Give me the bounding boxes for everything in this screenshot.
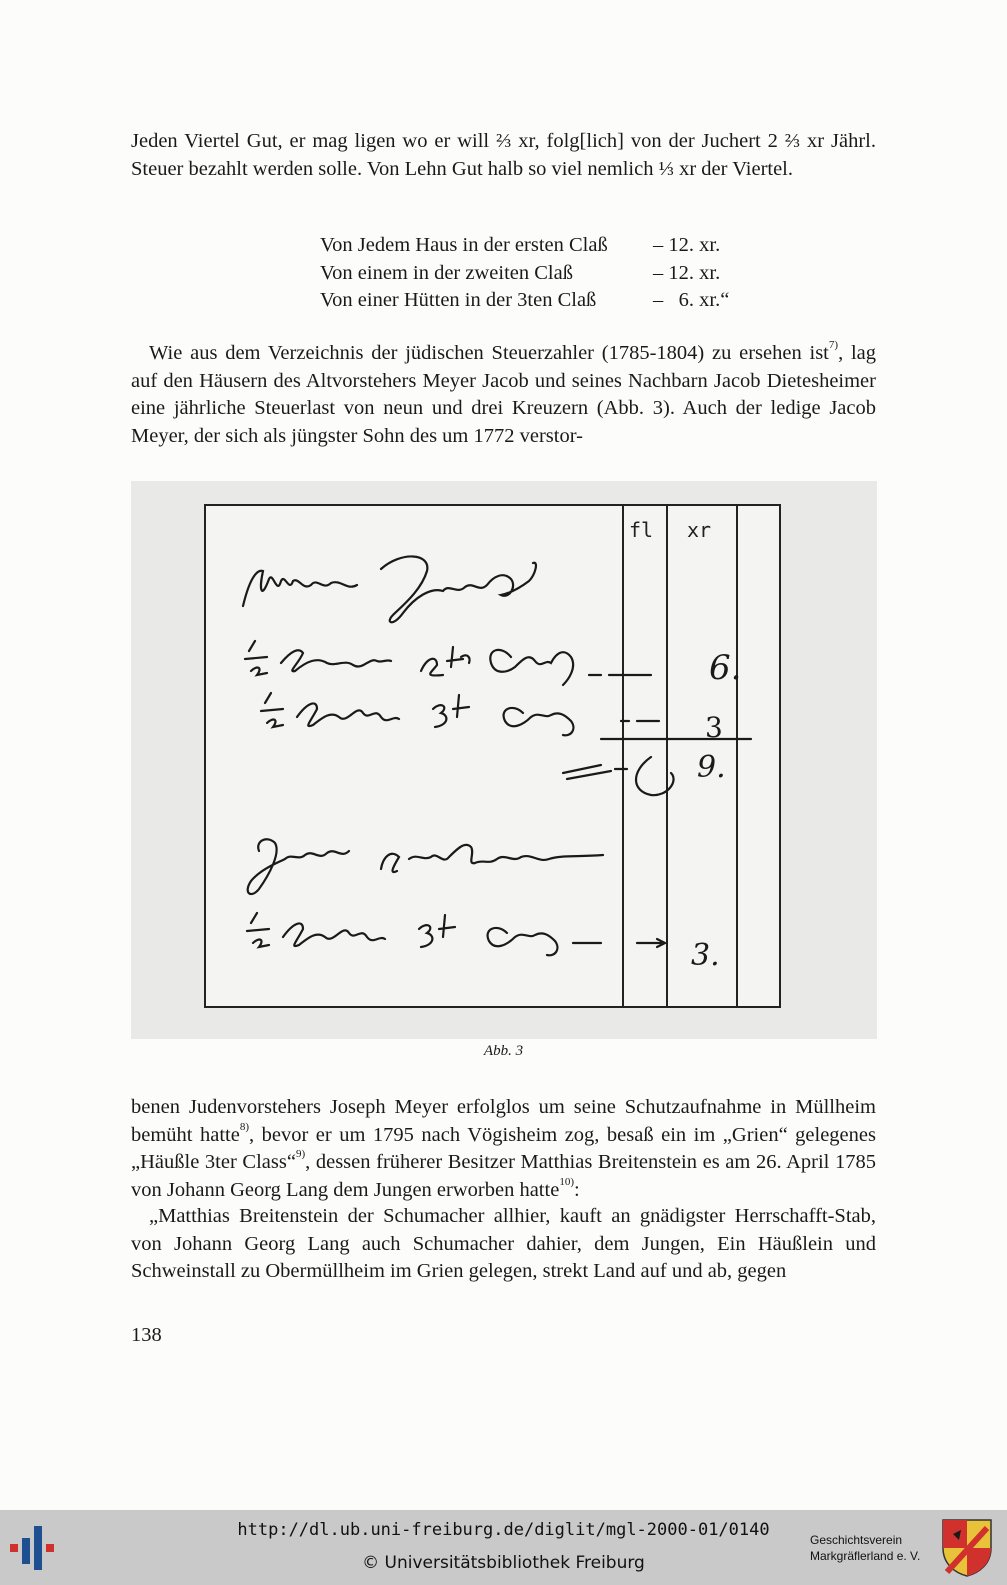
amount-3b: 3. [691,938,720,973]
footnote-ref[interactable]: 10) [559,1175,574,1188]
copyright-notice: © Universitätsbibliothek Freiburg [362,1553,645,1573]
column-header-fl: fl [629,518,654,542]
org-name-line: Geschichtsverein [810,1533,903,1547]
paragraph-4: „Matthias Breitenstein der Schumacher allhier, kauft an gnädigster Herrschafft-Stab, von Johann Georg Lang auch Schumacher dahier, dem Jungen, Ein Häußlein und Schweinstall zu Obermüllheim im Grien gelegen, strekt Land auf und ab, gegen [131,1205,876,1282]
tax-value: – 6. xr.“ [653,289,730,311]
figure-abb-3 [131,481,877,1039]
tax-value: – 12. xr. [653,261,721,284]
coat-of-arms-icon [941,1518,993,1578]
permalink-url[interactable]: http://dl.ub.uni-freiburg.de/diglit/mgl-2000-01/0140 [237,1520,770,1540]
footnote-ref[interactable]: 8) [239,1120,249,1133]
footnote-ref[interactable]: 7) [828,339,839,352]
amount-3: 3 [705,711,723,744]
handwritten-ledger-image [131,481,877,1039]
figure-caption: Abb. 3 [483,1043,524,1059]
page-number: 138 [131,1324,162,1346]
org-name-line: Markgräflerland e. V. [810,1549,921,1563]
footnote-ref[interactable]: 9) [295,1148,306,1161]
paragraph-1: Jeden Viertel Gut, er mag ligen wo er will ⅔ xr, folg[lich] von der Juchert 2 ⅔ xr Jährl. Steuer bezahlt werden solle. Von Lehn Gut halb so viel nemlich ⅓ xr der Viertel. [131,130,876,180]
column-header-xr: xr [687,518,712,542]
amount-6: 6. [709,648,742,688]
tax-label: Von einer Hütten in der 3ten Claß [320,289,597,311]
paragraph-2: Wie aus dem Verzeichnis der jüdischen Steuerzahler (1785-1804) zu ersehen ist$^{7)}$, lag auf den Häusern des Altvorstehers Meyer Jacob und seines Nachbarn Jacob Dietesheimer eine jährliche Steuerlast von neun und drei Kreuzern (Abb. 3). Auch der ledige Jacob Meyer, der sich als jüngster Sohn des um 1772 verstor- [131,339,877,447]
tax-label: Von Jedem Haus in der ersten Claß [320,234,608,256]
footer-bar [0,1510,1007,1585]
tax-value: – 12. xr. [653,234,721,256]
amount-sum-9: 9. [697,750,726,785]
tax-row [320,260,729,288]
tax-label: Von einem in der zweiten Claß [320,261,573,284]
tax-row [320,232,729,260]
paragraph-3: benen Judenvorstehers Joseph Meyer erfolglos um seine Schutzaufnahme in Müllheim bemüht hatte$^{8)}$, bevor er um 1795 nach Vögisheim zog, besaß ein im „Grien“ gelegenes „Häußle 3ter Class“$^{9)}$, dessen früherer Besitzer Matthias Breitenstein es am 26. April 1785 von Johann Georg Lang dem Jungen erworben hatte$^{10)}$: [131,1096,876,1201]
tax-row [320,287,729,315]
org-name [810,1532,920,1564]
tax-table [320,232,729,315]
